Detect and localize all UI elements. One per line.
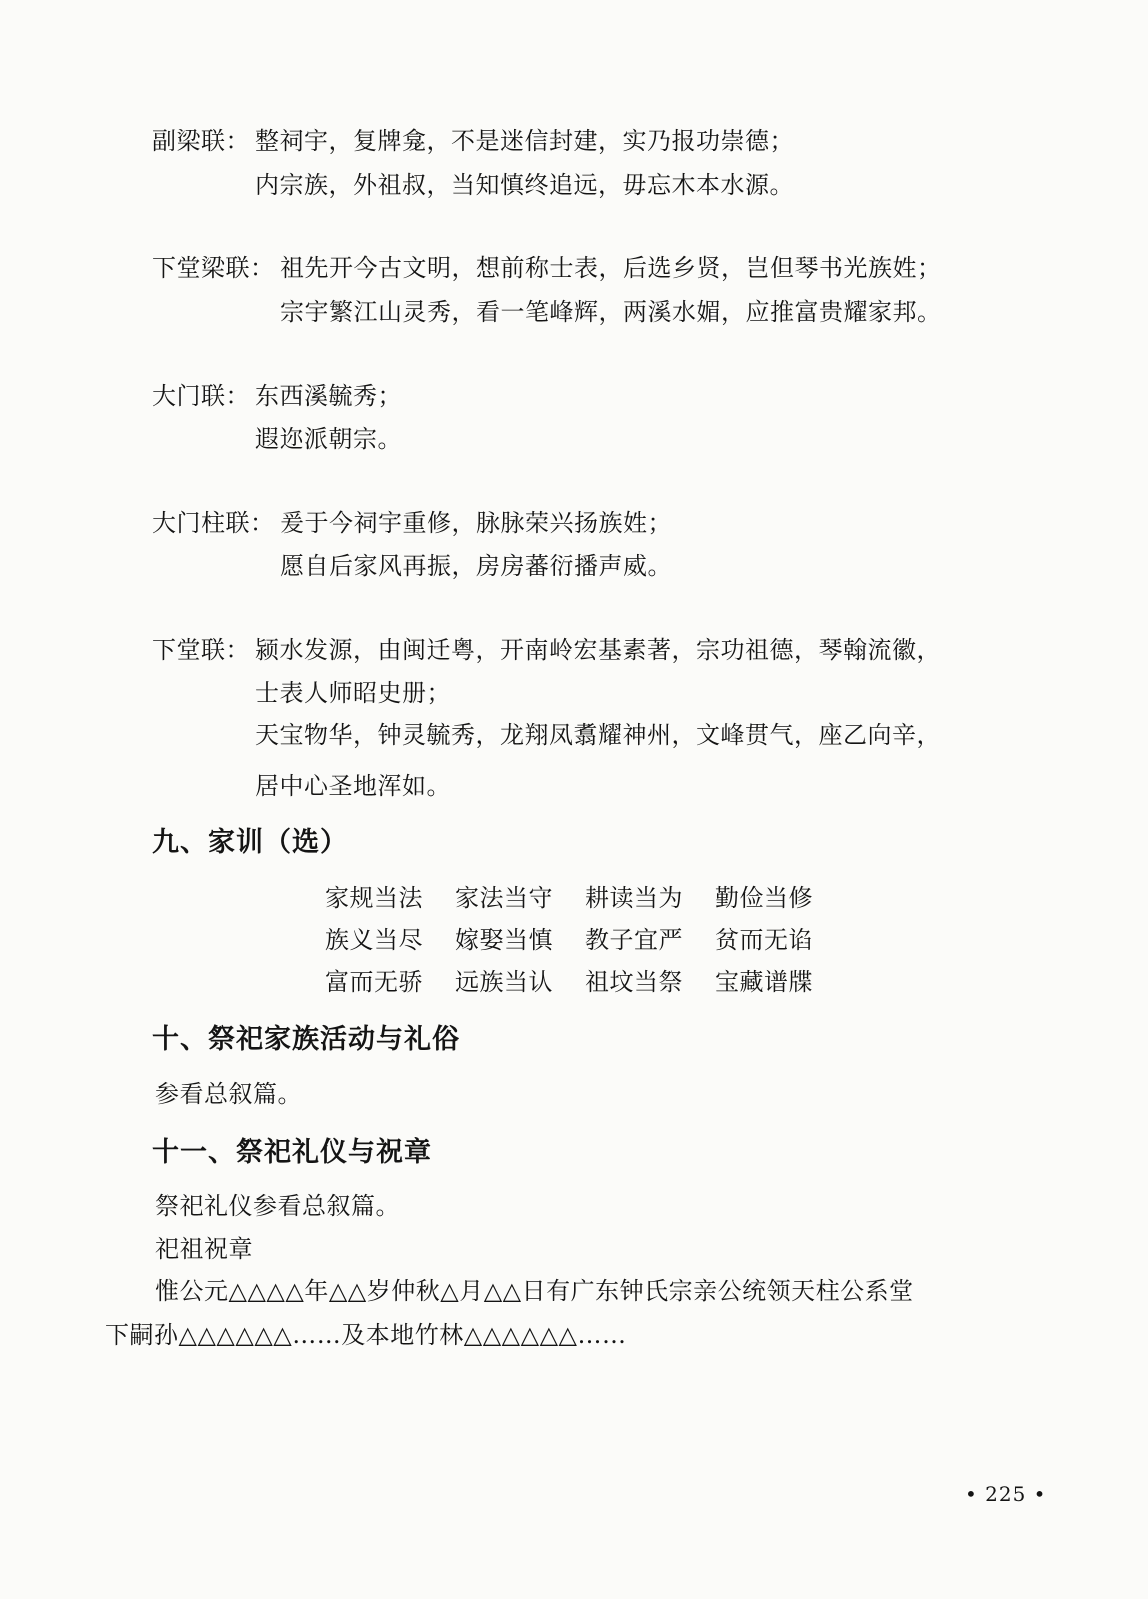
family-rule-row (325, 966, 845, 998)
section-heading: 十一、祭祀礼仪与祝章 (152, 1137, 432, 1168)
family-rule-row (325, 924, 845, 956)
couplet-line: 颍水发源，由闽迁粤，开南岭宏基素著，宗功祖德，琴翰流徽， (255, 636, 941, 664)
couplet-label: 下堂联： (152, 636, 250, 664)
family-rule: 祖坟当祭 (585, 968, 683, 996)
family-rule-row (325, 882, 845, 914)
couplet-label: 副梁联： (152, 127, 250, 155)
family-rule: 耕读当为 (585, 884, 683, 912)
couplet-line: 祖先开今古文明，想前称士表，后选乡贤，岂但琴书光族姓； (280, 254, 942, 282)
body-text: 惟公元△△△△年△△岁仲秋△月△△日有广东钟氏宗亲公统领天柱公系堂 (155, 1277, 914, 1305)
family-rule: 家规当法 (325, 884, 423, 912)
family-rule: 宝藏谱牒 (715, 968, 813, 996)
family-rule: 勤俭当修 (715, 884, 813, 912)
body-text: 参看总叙篇。 (155, 1080, 302, 1108)
couplet-line: 整祠宇，复牌龛，不是迷信封建，实乃报功崇德； (255, 127, 794, 155)
page-number: • 225 • (965, 1482, 1047, 1506)
couplet-line: 士表人师昭史册； (255, 679, 451, 707)
family-rule: 富而无骄 (325, 968, 423, 996)
couplet-line: 遐迩派朝宗。 (255, 425, 402, 453)
couplet-line: 爰于今祠宇重修，脉脉荣兴扬族姓； (280, 509, 672, 537)
body-text: 祭祀礼仪参看总叙篇。 (155, 1192, 400, 1220)
couplet-label: 大门联： (152, 382, 250, 410)
couplet-line: 宗宇繁江山灵秀，看一笔峰辉，两溪水媚，应推富贵耀家邦。 (280, 298, 942, 326)
couplet-line: 愿自后家风再振，房房蕃衍播声威。 (280, 552, 672, 580)
family-rule: 教子宜严 (585, 926, 683, 954)
body-text: 祀祖祝章 (155, 1235, 253, 1263)
section-heading: 十、祭祀家族活动与礼俗 (152, 1024, 460, 1055)
family-rule: 族义当尽 (325, 926, 423, 954)
family-rule: 远族当认 (455, 968, 553, 996)
body-text: 下嗣孙△△△△△△……及本地竹林△△△△△△…… (105, 1321, 627, 1349)
couplet-line: 天宝物华，钟灵毓秀，龙翔凤翥耀神州，文峰贯气，座乙向辛， (255, 721, 941, 749)
couplet-label: 下堂梁联： (152, 254, 275, 282)
family-rule: 家法当守 (455, 884, 553, 912)
couplet-line: 内宗族，外祖叔，当知慎终追远，毋忘木本水源。 (255, 171, 794, 199)
couplet-line: 东西溪毓秀； (255, 382, 402, 410)
section-heading: 九、家训（选） (152, 827, 348, 858)
couplet-label: 大门柱联： (152, 509, 275, 537)
family-rule: 贫而无谄 (715, 926, 813, 954)
couplet-line: 居中心圣地浑如。 (255, 772, 451, 800)
family-rule: 嫁娶当慎 (455, 926, 553, 954)
